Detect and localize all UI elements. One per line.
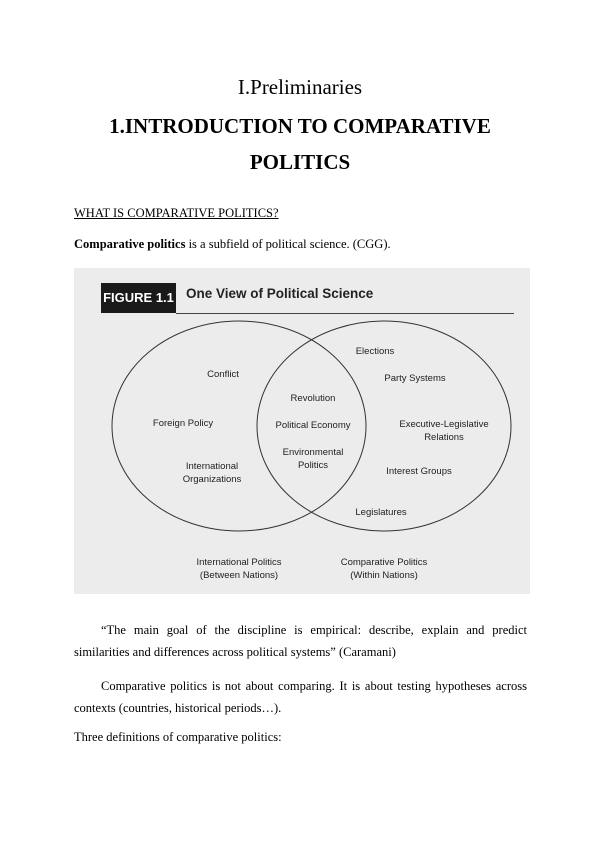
caption-comparative-politics: Comparative Politics (Within Nations) — [340, 557, 428, 581]
label-conflict: Conflict — [207, 369, 239, 380]
label-political-economy: Political Economy — [275, 420, 351, 431]
intro-paragraph — [74, 237, 534, 252]
label-environmental-politics: Environmental Politics — [282, 447, 344, 471]
label-foreign-policy: Foreign Policy — [152, 418, 214, 429]
label-legislatures: Legislatures — [355, 507, 407, 518]
label-interest-groups: Interest Groups — [386, 466, 452, 477]
figure-title: One View of Political Science — [186, 286, 374, 301]
intro-term: Comparative politics — [74, 237, 186, 251]
label-international-organizations: International Organizations — [182, 461, 242, 485]
label-revolution: Revolution — [290, 393, 336, 404]
part-heading: I.Preliminaries — [237, 75, 363, 99]
section-heading: WHAT IS COMPARATIVE POLITICS? — [74, 206, 279, 220]
caption-international-politics: International Politics (Between Nations) — [196, 557, 282, 581]
paragraph-hypotheses: Comparative politics is not about comparing. It is about testing hypotheses across contexts (countries, historical periods…). — [74, 679, 527, 715]
label-elections: Elections — [355, 346, 395, 357]
label-party-systems: Party Systems — [384, 373, 446, 384]
paragraph-definitions-lead: Three definitions of comparative politics: — [74, 730, 282, 744]
figure-label: FIGURE 1.1 — [101, 283, 176, 313]
label-executive-legislative-relations: Executive-Legislative Relations — [399, 419, 489, 443]
figure-title-rule — [176, 313, 514, 314]
figure-venn-diagram — [74, 268, 530, 594]
intro-rest: is a subfield of political science. (CGG). — [185, 237, 391, 251]
caramani-quote: “The main goal of the discipline is empirical: describe, explain and predict similarities and differences across political systems” (Caramani) — [74, 623, 527, 659]
chapter-heading: 1.INTRODUCTION TO COMPARATIVE POLITICS — [109, 114, 491, 174]
